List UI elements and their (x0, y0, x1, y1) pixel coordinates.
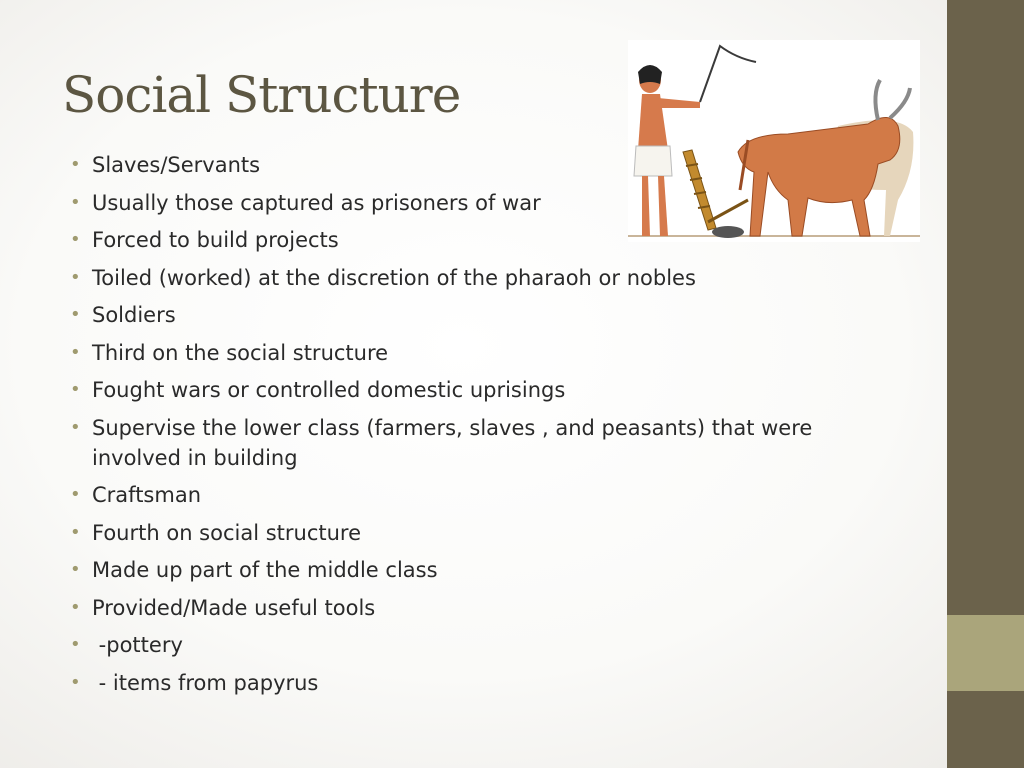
bullet-item: • Fought wars or controlled domestic uprisings (70, 378, 566, 402)
bullet-item: • -pottery (70, 633, 183, 657)
bullet-item: • Slaves/Servants (70, 153, 261, 177)
bullet-item: • Provided/Made useful tools (70, 595, 376, 620)
bullet-item: • - items from papyrus (70, 670, 319, 695)
bullet-item: • Forced to build projects (70, 228, 339, 252)
bullet-item: • Usually those captured as prisoners of war (70, 190, 541, 215)
bullet-item: • Third on the social structure (70, 340, 389, 365)
bullet-item: • Made up part of the middle class (70, 558, 438, 582)
bullet-item: • Supervise the lower class (farmers, slaves , and peasants) that were involved in building (70, 415, 813, 470)
sidebar-accent (947, 615, 1024, 691)
slide-title: Social Structure (62, 66, 461, 124)
bullet-item: • Soldiers (70, 303, 176, 327)
bullet-item: • Toiled (worked) at the discretion of the pharaoh or nobles (70, 265, 696, 290)
whip-icon (700, 46, 756, 102)
bullet-list (70, 150, 885, 705)
bullet-item: • Craftsman (70, 483, 201, 507)
bullet-item: • Fourth on social structure (70, 520, 362, 545)
